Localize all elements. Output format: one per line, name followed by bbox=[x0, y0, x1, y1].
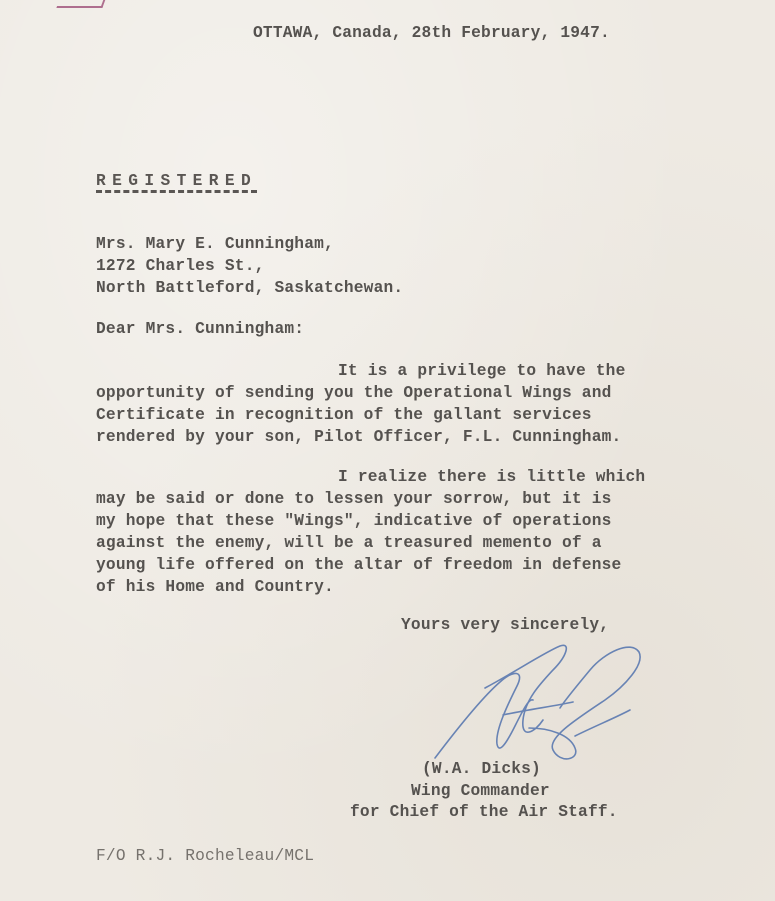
stamp-mark bbox=[56, 0, 109, 8]
paragraph2-line5: young life offered on the altar of freedom in defense bbox=[96, 556, 622, 574]
signature-icon bbox=[425, 640, 655, 765]
salutation: Dear Mrs. Cunningham: bbox=[96, 320, 305, 338]
paragraph2-line6: of his Home and Country. bbox=[96, 578, 334, 596]
paragraph2-line2: may be said or done to lessen your sorrow, but it is bbox=[96, 490, 612, 508]
recipient-city: North Battleford, Saskatchewan. bbox=[96, 279, 404, 297]
dateline: OTTAWA, Canada, 28th February, 1947. bbox=[253, 24, 610, 42]
paragraph2-line1: I realize there is little which bbox=[338, 468, 646, 486]
closing: Yours very sincerely, bbox=[401, 616, 610, 634]
reference-initials: F/O R.J. Rocheleau/MCL bbox=[96, 847, 315, 865]
paragraph1-line4: rendered by your son, Pilot Officer, F.L. Cunningham. bbox=[96, 428, 622, 446]
paragraph1-line1: It is a privilege to have the bbox=[338, 362, 626, 380]
paragraph2-line3: my hope that these "Wings", indicative of operations bbox=[96, 512, 612, 530]
paragraph2-line4: against the enemy, will be a treasured memento of a bbox=[96, 534, 602, 552]
signatory-role: for Chief of the Air Staff. bbox=[350, 803, 618, 821]
signatory-title: Wing Commander bbox=[411, 782, 550, 800]
paragraph1-line3: Certificate in recognition of the gallant services bbox=[96, 406, 592, 424]
signatory-name: (W.A. Dicks) bbox=[422, 760, 541, 778]
recipient-name: Mrs. Mary E. Cunningham, bbox=[96, 235, 334, 253]
paragraph1-line2: opportunity of sending you the Operational Wings and bbox=[96, 384, 612, 402]
registered-heading: REGISTERED bbox=[96, 172, 258, 190]
recipient-street: 1272 Charles St., bbox=[96, 257, 265, 275]
